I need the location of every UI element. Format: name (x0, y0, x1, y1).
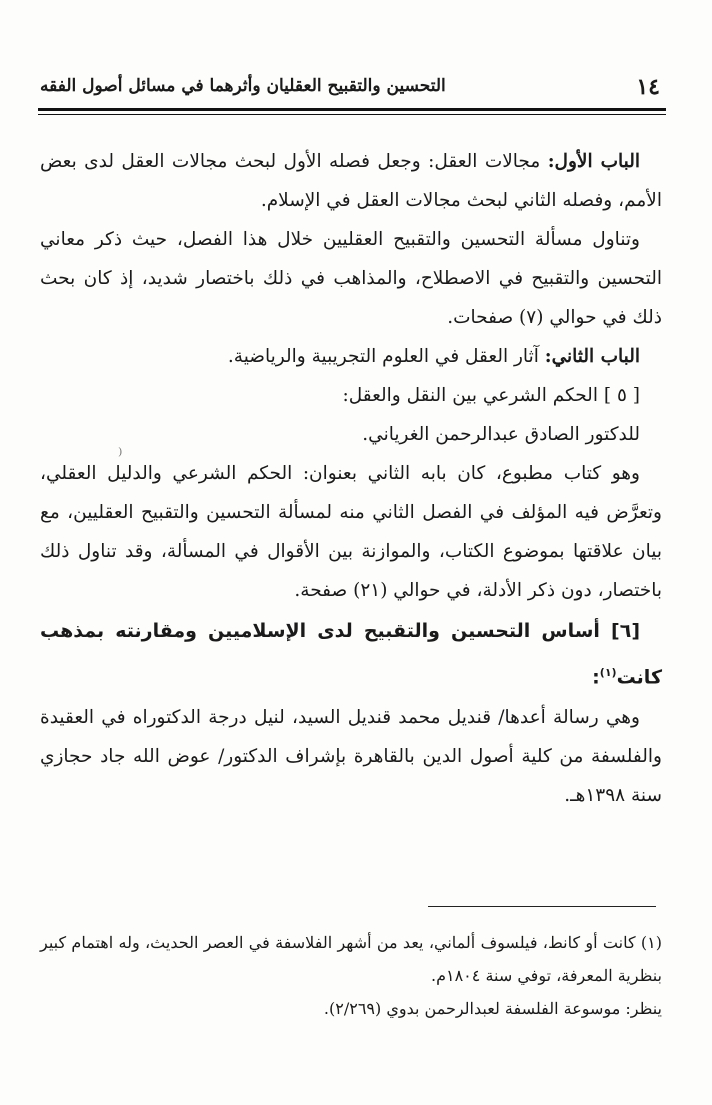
paragraph-treatment: وتناول مسألة التحسين والتقبيح العقليين خلال هذا الفصل، حيث ذكر معاني التحسين والتقبيح في الاصطلاح، والمذاهب في ذلك باختصار شديد، إذ كان بحث ذلك في حوالي (٧) صفحات. (40, 229, 662, 328)
part-one-label: الباب الأول: (547, 151, 640, 172)
stray-mark: ⁾ (118, 445, 123, 466)
footnotes (40, 926, 662, 1025)
paragraph-part-one (40, 142, 662, 220)
main-text (40, 142, 662, 815)
item-5-title: [ ٥ ] الحكم الشرعي بين النقل والعقل: (342, 385, 640, 406)
page-header (40, 74, 660, 100)
item-6-colon: : (592, 666, 600, 689)
header-rule-thin (38, 114, 666, 115)
page-number: ١٤ (636, 74, 660, 100)
item-5-author: للدكتور الصادق عبدالرحمن الغرياني. (362, 424, 640, 445)
item-6-title: [٦] أساس التحسين والتقبيح لدى الإسلاميين ومقارنته بمذهب كانت (40, 620, 662, 689)
part-one-text: مجالات العقل: وجعل فصله الأول لبحث مجالات العقل لدى بعض الأمم، وفصله الثاني لبحث مجالات العقل في الإسلام. (40, 151, 662, 211)
footnote-reference: ينظر: موسوعة الفلسفة لعبدالرحمن بدوي (٢/٢٦٩). (323, 999, 662, 1018)
paragraph-book-description: وهو كتاب مطبوع، كان بابه الثاني بعنوان: الحكم الشرعي والدليل العقلي، وتعرَّض فيه المؤلف في الفصل الثاني منه لمسألة التحسين والتقبيح العقليين، مع بيان علاقتها بموضوع الكتاب، والموازنة بين الأقوال في المسألة، وقد تناول ذلك باختصار، دون ذكر الأدلة، في حوالي (٢١) صفحة. (40, 463, 662, 601)
part-two-text: آثار العقل في العلوم التجريبية والرياضية. (227, 346, 545, 367)
running-title: التحسين والتقبيح العقليان وأثرهما في مسائل أصول الفقه (40, 76, 446, 96)
header-rule-thick (38, 108, 666, 111)
footnote-ref: (١) (599, 666, 617, 679)
footnote-separator (428, 906, 656, 907)
part-two-label: الباب الثاني: (544, 346, 640, 367)
item-6-heading (40, 610, 662, 698)
footnote-1: (١) كانت أو كانط، فيلسوف ألماني، يعد من أشهر الفلاسفة في العصر الحديث، وله اهتمام كبير بنظرية المعرفة، توفي سنة ١٨٠٤م. (40, 933, 662, 985)
paragraph-part-two (40, 337, 662, 376)
paragraph-thesis: وهي رسالة أعدها/ قنديل محمد قنديل السيد، لنيل درجة الدكتوراه في العقيدة والفلسفة من كلية أصول الدين بالقاهرة بإشراف الدكتور/ عوض الله جاد حجازي سنة ١٣٩٨هـ. (40, 707, 662, 807)
